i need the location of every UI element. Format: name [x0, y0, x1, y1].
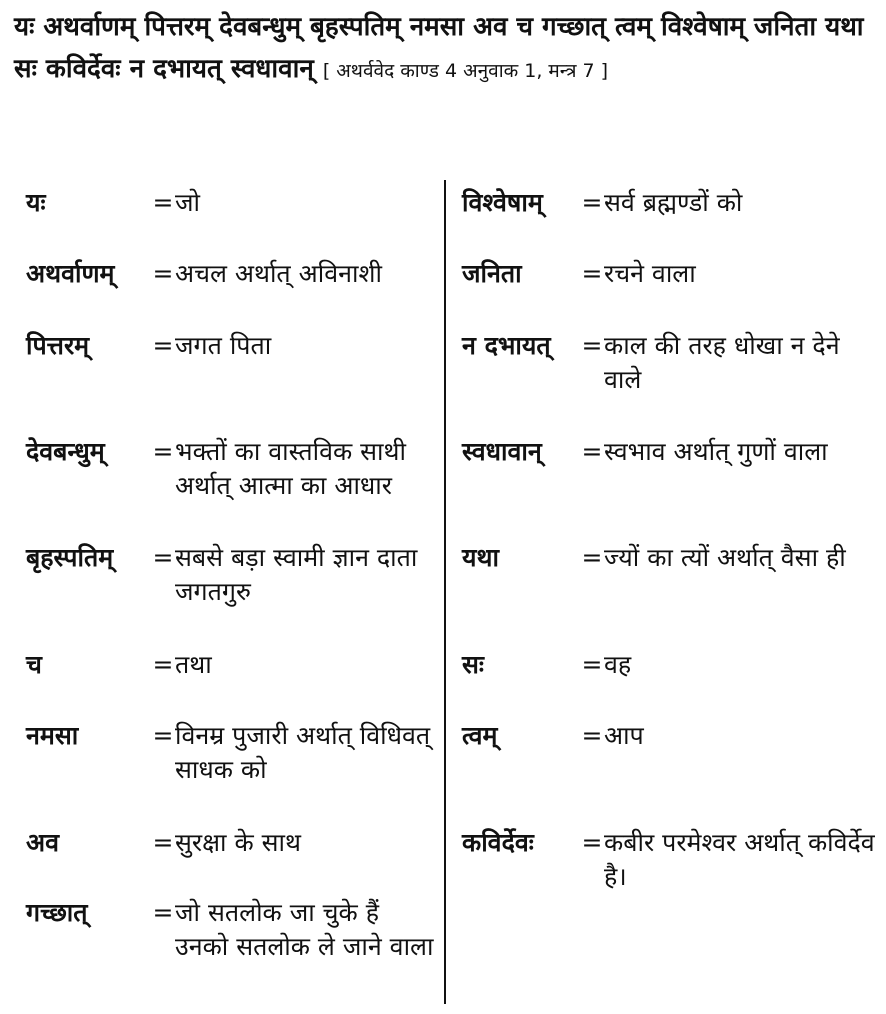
glossary-term: विश्वेषाम्	[462, 188, 543, 217]
equals-sign: =	[581, 331, 603, 360]
glossary-meaning: काल की तरह धोखा न देने वाले	[604, 331, 840, 394]
glossary-term: जनिता	[462, 259, 522, 288]
glossary-term: पित्तरम्	[26, 331, 90, 360]
equals-sign: =	[152, 650, 174, 679]
glossary-meaning: भक्तों का वास्तविक साथी अर्थात् आत्मा का आधार	[175, 437, 406, 500]
glossary-term: अथर्वाणम्	[26, 259, 115, 288]
verse-heading	[14, 6, 874, 90]
glossary-term: कविर्देवः	[462, 828, 534, 857]
glossary-row	[26, 435, 436, 503]
glossary-meaning: सुरक्षा के साथ	[175, 828, 301, 857]
glossary-row	[26, 541, 436, 609]
equals-sign: =	[581, 188, 603, 217]
glossary-meaning: जगत पिता	[175, 331, 272, 360]
column-divider	[444, 180, 446, 1004]
glossary-row	[462, 257, 878, 291]
glossary-row	[26, 186, 436, 220]
equals-sign: =	[152, 828, 174, 857]
glossary-row	[462, 541, 878, 575]
glossary-row	[26, 719, 436, 787]
equals-sign: =	[152, 188, 174, 217]
equals-sign: =	[152, 721, 174, 750]
glossary-term: अव	[26, 828, 60, 857]
equals-sign: =	[581, 650, 603, 679]
glossary-term: नमसा	[26, 721, 79, 750]
glossary-meaning: सर्व ब्रह्मण्डों को	[604, 188, 743, 217]
verse-text: यः अथर्वाणम् पित्तरम् देवबन्धुम् बृहस्पतिम् नमसा अव च गच्छात् त्वम् विश्वेषाम् जनिता यथा सः कविर्देवः न दभायत् स्वधावान्	[14, 12, 864, 84]
glossary-term: यथा	[462, 543, 499, 572]
glossary-meaning: सबसे बड़ा स्वामी ज्ञान दाता जगतगुरु	[175, 543, 418, 606]
glossary-term: च	[26, 650, 42, 679]
glossary-term: त्वम्	[462, 721, 498, 750]
glossary-row	[462, 329, 878, 397]
glossary-row	[462, 719, 878, 753]
glossary-meaning: स्वभाव अर्थात् गुणों वाला	[604, 437, 828, 466]
glossary-term: न दभायत्	[462, 331, 551, 360]
glossary-term: स्वधावान्	[462, 437, 542, 466]
glossary-meaning: ज्यों का त्यों अर्थात् वैसा ही	[604, 543, 846, 572]
glossary-meaning: तथा	[175, 650, 212, 679]
glossary-row	[26, 648, 436, 682]
glossary-term: गच्छात्	[26, 898, 88, 927]
equals-sign: =	[152, 898, 174, 927]
glossary-meaning: वह	[604, 650, 632, 679]
glossary-meaning: आप	[604, 721, 644, 750]
glossary-meaning: अचल अर्थात् अविनाशी	[175, 259, 382, 288]
glossary-term: यः	[26, 188, 46, 217]
glossary-term: देवबन्धुम्	[26, 437, 105, 466]
equals-sign: =	[581, 259, 603, 288]
equals-sign: =	[152, 543, 174, 572]
equals-sign: =	[152, 331, 174, 360]
equals-sign: =	[581, 543, 603, 572]
glossary-row	[26, 329, 436, 363]
glossary-row	[462, 648, 878, 682]
glossary-row	[26, 257, 436, 291]
equals-sign: =	[581, 437, 603, 466]
glossary-row	[26, 896, 436, 964]
equals-sign: =	[152, 259, 174, 288]
glossary-row	[462, 435, 878, 469]
glossary-meaning: जो सतलोक जा चुके हैं उनको सतलोक ले जाने वाला	[175, 898, 434, 961]
glossary-term: बृहस्पतिम्	[26, 543, 114, 572]
equals-sign: =	[581, 721, 603, 750]
glossary-meaning: विनम्र पुजारी अर्थात् विधिवत् साधक को	[175, 721, 431, 784]
glossary-row	[462, 186, 878, 220]
glossary-row	[26, 826, 436, 860]
glossary-meaning: जो	[175, 188, 201, 217]
glossary-row	[462, 826, 878, 894]
glossary-meaning: कबीर परमेश्वर अर्थात् कविर्देव है।	[604, 828, 875, 891]
glossary-term: सः	[462, 650, 484, 679]
equals-sign: =	[581, 828, 603, 857]
glossary-meaning: रचने वाला	[604, 259, 696, 288]
equals-sign: =	[152, 437, 174, 466]
verse-reference: [ अथर्ववेद काण्ड 4 अनुवाक 1, मन्त्र 7 ]	[322, 60, 609, 82]
